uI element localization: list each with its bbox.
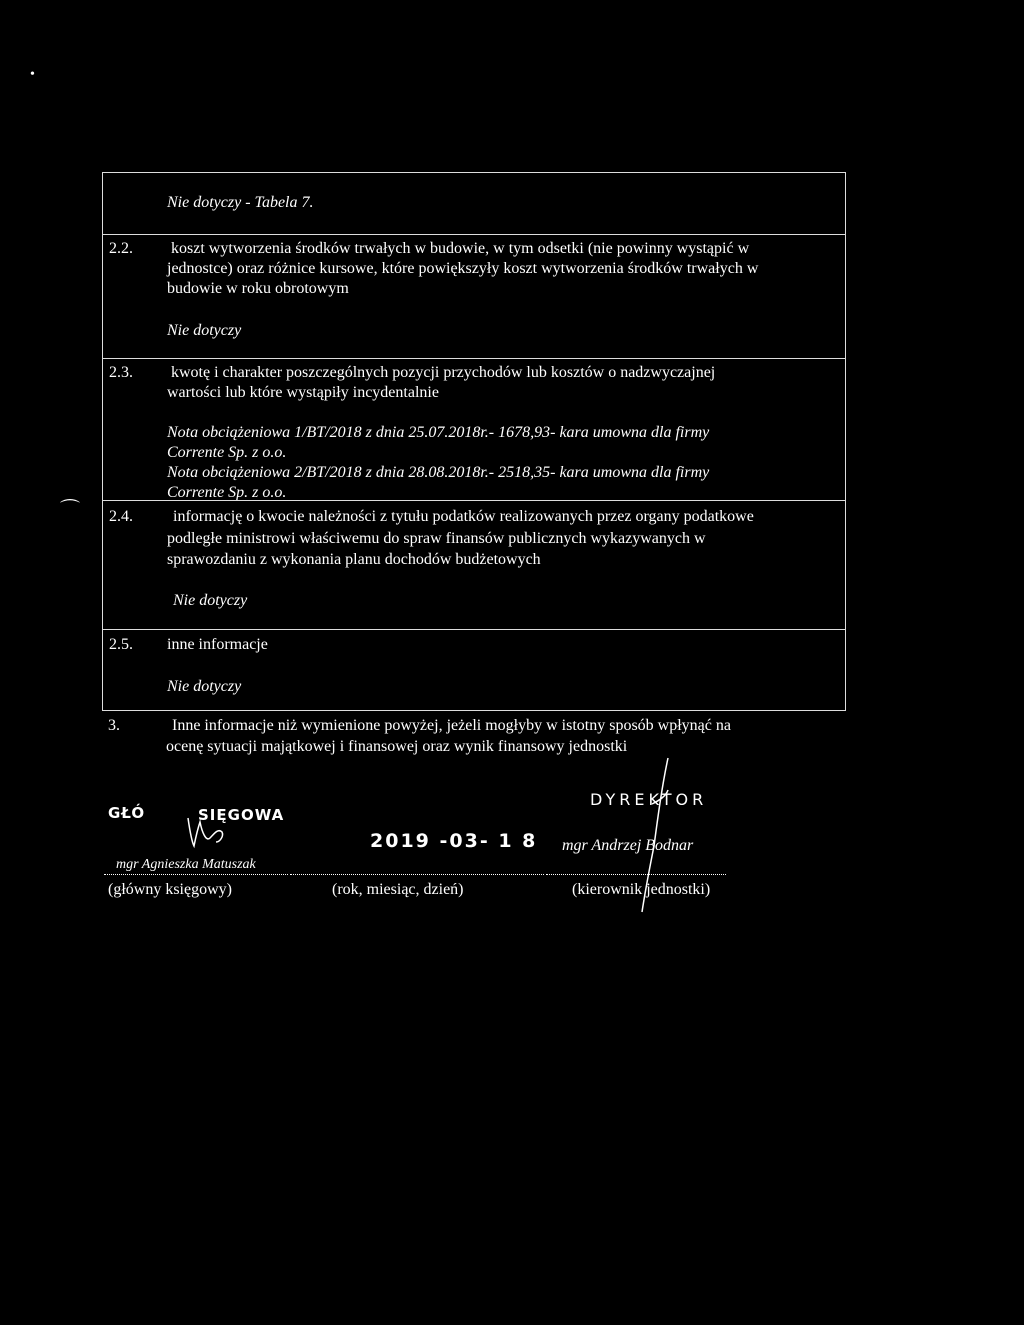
section-number: 2.2. [109, 240, 133, 257]
debit-note-line: Nota obciążeniowa 2/BT/2018 z dnia 28.08.2018r.- 2518,35- kara umowna dla firmy [167, 464, 710, 481]
accountant-stamp-left: GŁÓ [108, 804, 146, 822]
section-text-line: budowie w roku obrotowym [167, 280, 349, 297]
accountant-caption: (główny księgowy) [108, 881, 232, 898]
accountant-name: mgr Agnieszka Matuszak [116, 857, 256, 872]
section-text-line: sprawozdaniu z wykonania planu dochodów budżetowych [167, 551, 541, 568]
accountant-signature-icon [180, 812, 250, 856]
notes-table [102, 172, 846, 711]
section-text-line: podległe ministrowi właściwemu do spraw finansów publicznych wykazywanych w [167, 530, 706, 547]
divider [103, 234, 845, 235]
section-number: 2.4. [109, 508, 133, 525]
accountant-stamp-right: SIĘGOWA [198, 806, 285, 824]
date-caption: (rok, miesiąc, dzień) [332, 881, 464, 898]
stray-mark-left: ⌒ [60, 499, 80, 521]
accountant-signature-line [104, 874, 288, 875]
director-name: mgr Andrzej Bodnar [562, 837, 694, 854]
section-text-line: jednostce) oraz różnice kursowe, które powiększyły koszt wytworzenia środków trwałych w [167, 260, 759, 277]
section-number: 3. [108, 717, 120, 734]
section-text-line: kwotę i charakter poszczególnych pozycji przychodów lub kosztów o nadzwyczajnej [171, 364, 716, 381]
section-note: Nie dotyczy [173, 592, 248, 609]
date-signature-line [290, 874, 544, 875]
date-stamp: 2019 -03- 1 8 [370, 830, 538, 852]
section-text-line: ocenę sytuacji majątkowej i finansowej oraz wynik finansowy jednostki [166, 738, 628, 755]
section-number: 2.3. [109, 364, 133, 381]
section-text-line: wartości lub które wystąpiły incydentalnie [167, 384, 439, 401]
section-text-line: Inne informacje niż wymienione powyżej, jeżeli mogłyby w istotny sposób wpłynąć na [172, 717, 731, 734]
director-caption: (kierownik jednostki) [572, 881, 711, 898]
debit-note-line: Corrente Sp. z o.o. [167, 484, 287, 501]
section-text-line: koszt wytworzenia środków trwałych w budowie, w tym odsetki (nie powinny wystąpić w [171, 240, 750, 257]
divider [103, 500, 845, 501]
section-note: Nie dotyczy [167, 322, 242, 339]
stray-mark-top: • [30, 67, 35, 82]
debit-note-line: Corrente Sp. z o.o. [167, 444, 287, 461]
director-stamp: DYREKTOR [590, 790, 708, 809]
section-text-line: informację o kwocie należności z tytułu podatków realizowanych przez organy podatkowe [173, 508, 754, 525]
section-number: 2.5. [109, 636, 133, 653]
divider [103, 629, 845, 630]
debit-note-line: Nota obciążeniowa 1/BT/2018 z dnia 25.07.2018r.- 1678,93- kara umowna dla firmy [167, 424, 710, 441]
section-text-line: inne informacje [167, 636, 268, 653]
director-signature-line [546, 874, 726, 875]
section-note: Nie dotyczy [167, 678, 242, 695]
divider [103, 358, 845, 359]
tabela7-note: Nie dotyczy - Tabela 7. [167, 194, 314, 211]
